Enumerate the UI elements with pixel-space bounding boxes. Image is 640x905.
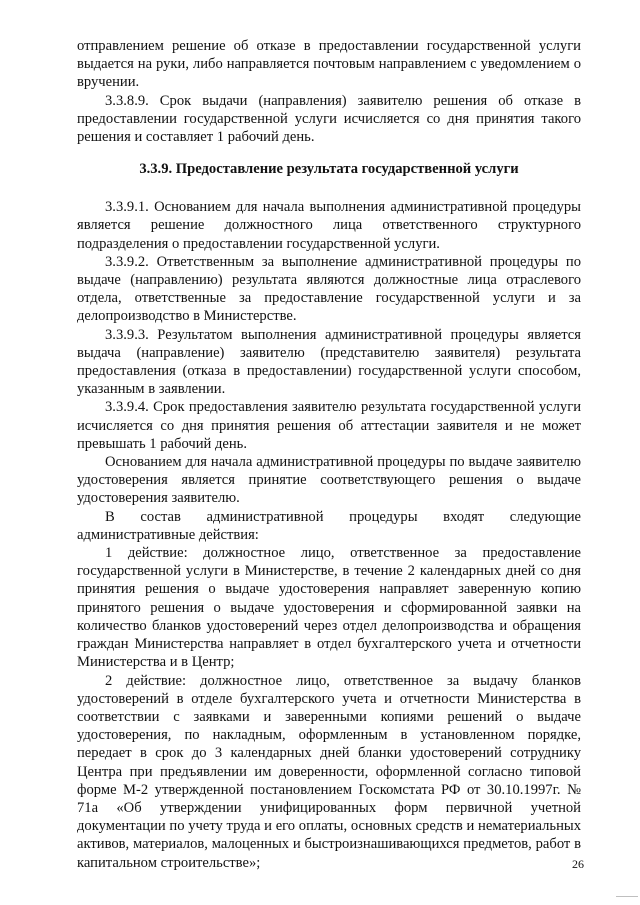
paragraph-3-3-9-3: 3.3.9.3. Результатом выполнения административной процедуры является выдача (направление) заявителю (представителю заявителя) результата предоставления (отказа в предоставлении) государственной услуги способом, указанным в заявлении.	[77, 326, 581, 398]
paragraph-3-3-9-2: 3.3.9.2. Ответственным за выполнение административной процедуры по выдаче (направлению) результата являются должностные лица отраслевого отдела, ответственные за предоставление государственной услуги и за делопроизводство в Министерстве.	[77, 253, 581, 325]
paragraph-basis-issuance: Основанием для начала административной процедуры по выдаче заявителю удостоверения является принятие соответствующего решения о выдаче удостоверения заявителю.	[77, 454, 581, 507]
page-number: 26	[572, 857, 584, 871]
paragraph-3-3-9-4: 3.3.9.4. Срок предоставления заявителю результата государственной услуги исчисляется со дня принятия решения об аттестации заявителя и не может превышать 1 рабочий день.	[77, 399, 581, 452]
paragraph-continuation: отправлением решение об отказе в предоставлении государственной услуги выдается на руки, либо направляется почтовым направлением с уведомлением о вручении.	[77, 38, 581, 91]
scan-artifact	[616, 896, 638, 903]
paragraph-action-1: 1 действие: должностное лицо, ответственное за предоставление государственной услуги в Министерстве, в течение 2 календарных дней со дня принятия решения о выдаче удостоверения направляет заверенную копию принятого решения о выдаче удостоверения и сформированной заявки на количество бланков удостоверений через отдел делопроизводства и обращения граждан Министерства направляет в отдел бухгалтерского учета и отчетности Министерства и в Центр;	[77, 545, 581, 671]
paragraph-3-3-8-9: 3.3.8.9. Срок выдачи (направления) заявителю решения об отказе в предоставлении государственной услуги исчисляется со дня принятия такого решения и составляет 1 рабочий день.	[77, 92, 581, 146]
paragraph-procedure-composition: В состав административной процедуры входят следующие административные действия:	[77, 508, 581, 543]
paragraph-3-3-9-1: 3.3.9.1. Основанием для начала выполнения административной процедуры является решение должностного лица ответственного структурного подразделения о предоставлении государственной услуги.	[77, 199, 581, 252]
paragraph-action-2: 2 действие: должностное лицо, ответственное за выдачу бланков удостоверений в отделе бухгалтерского учета и отчетности Министерства в соответствии с заявками и заверенными копиями решений о выдаче удостоверения, по накладным, оформленным в установленном порядке, передает в срок до 3 календарных дней бланки удостоверений сотруднику Центра при предъявлении им доверенности, оформленной согласно типовой форме М-2 утвержденной постановлением Госкомстата РФ от 30.10.1997г. № 71а «Об утверждении унифицированных форм первичной учетной документации по учету труда и его оплаты, основных средств и нематериальных активов, материалов, малоценных и быстроизнашивающихся предметов, работ в капитальном строительстве»;	[77, 672, 581, 871]
document-body	[77, 37, 581, 872]
section-heading: 3.3.9. Предоставление результата государственной услуги	[139, 161, 519, 178]
